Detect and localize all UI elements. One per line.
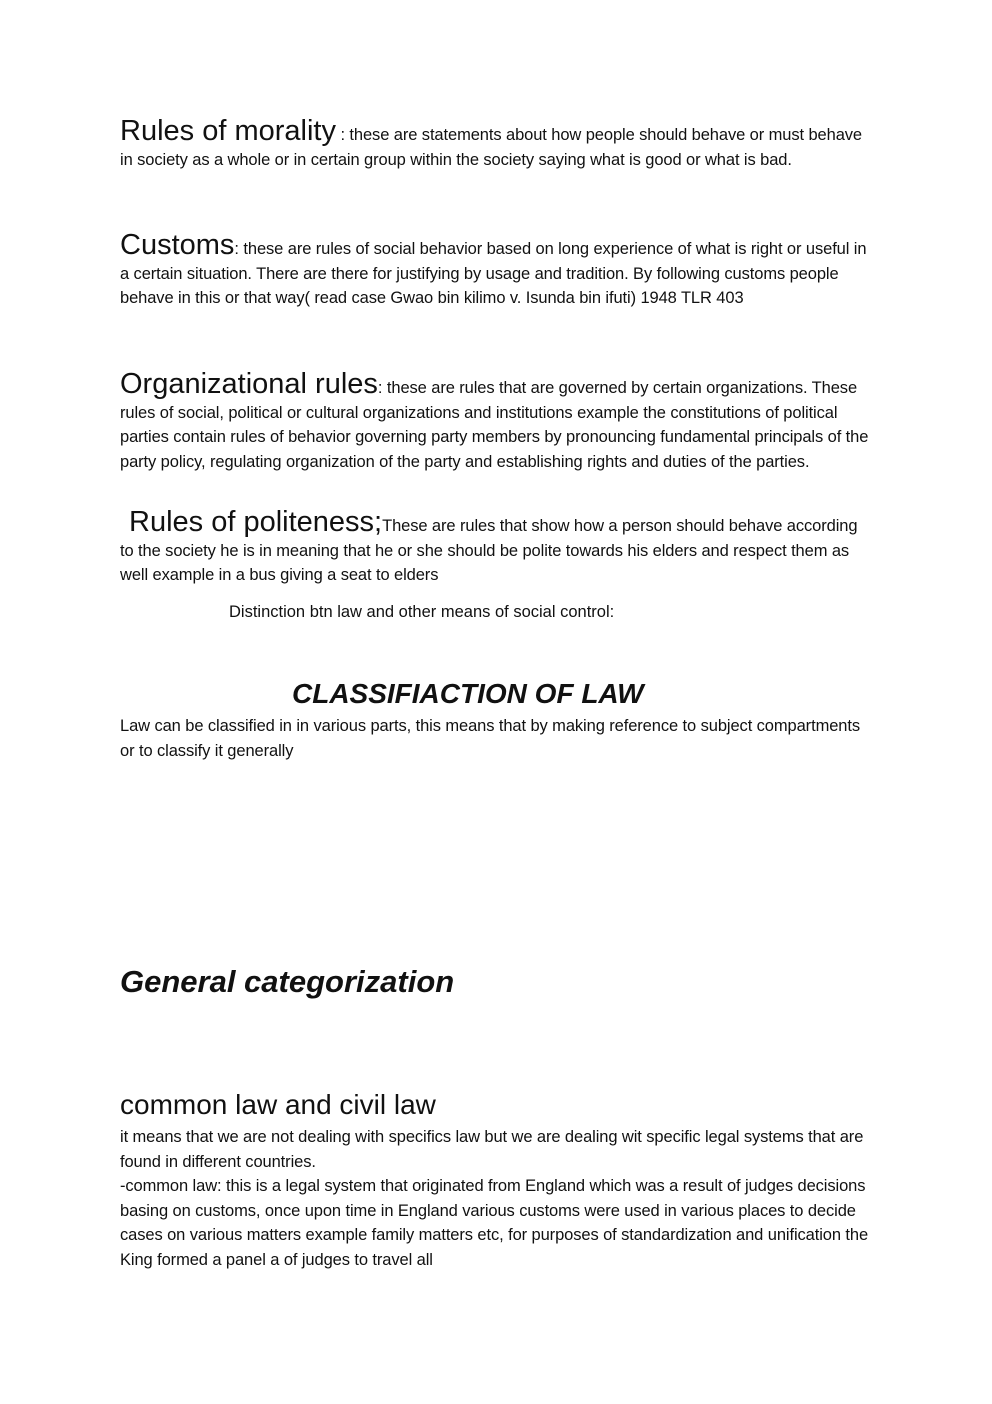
politeness-paragraph [120,506,872,588]
morality-term: Rules of morality [120,115,336,147]
classification-heading: CLASSIFIACTION OF LAW [292,678,644,709]
distinction-line: Distinction btn law and other means of social control: [229,603,615,621]
general-categorization-heading: General categorization [120,964,455,999]
politeness-term: Rules of politeness; [129,506,383,538]
morality-text: : these are statements about how people should behave or must behave in society as a whole or in certain group within the society saying what is good or what is bad. [120,126,863,169]
organizational-text: : these are rules that are governed by certain organizations. These rules of social, political or cultural organizations and institutions example the constitutions of political parties contain rules of behavior governing party members by pronouncing fundamental principals of the party policy, regulating organization of the party and establishing rights and duties of the parties. [120,379,869,471]
common-civil-intro: it means that we are not dealing with specifics law but we are dealing wit specific legal systems that are found in different countries. [120,1128,864,1171]
common-law-text: -common law: this is a legal system that originated from England which was a result of judges decisions basing on customs, once upon time in England various customs were used in various places to decide cases on various matters example family matters etc, for purposes of standardization and unification the King formed a panel a of judges to travel all [120,1177,869,1269]
morality-paragraph [120,115,872,172]
common-civil-heading: common law and civil law [120,1089,436,1120]
customs-paragraph [120,229,872,311]
customs-term: Customs [120,229,235,261]
politeness-text: These are rules that show how a person should behave according to the society he is in meaning that he or she should be polite towards his elders and respect them as well example in a bus giving a seat to elders [120,517,858,584]
organizational-paragraph [120,368,872,474]
customs-text: : these are rules of social behavior based on long experience of what is right or useful in a certain situation. There are there for justifying by usage and tradition. By following customs people behave in this or that way( read case Gwao bin kilimo v. Isunda bin ifuti) 1948 TLR 403 [120,240,867,307]
organizational-term: Organizational rules [120,368,378,400]
classification-text: Law can be classified in in various parts, this means that by making reference to subject compartments or to classify it generally [120,717,860,760]
